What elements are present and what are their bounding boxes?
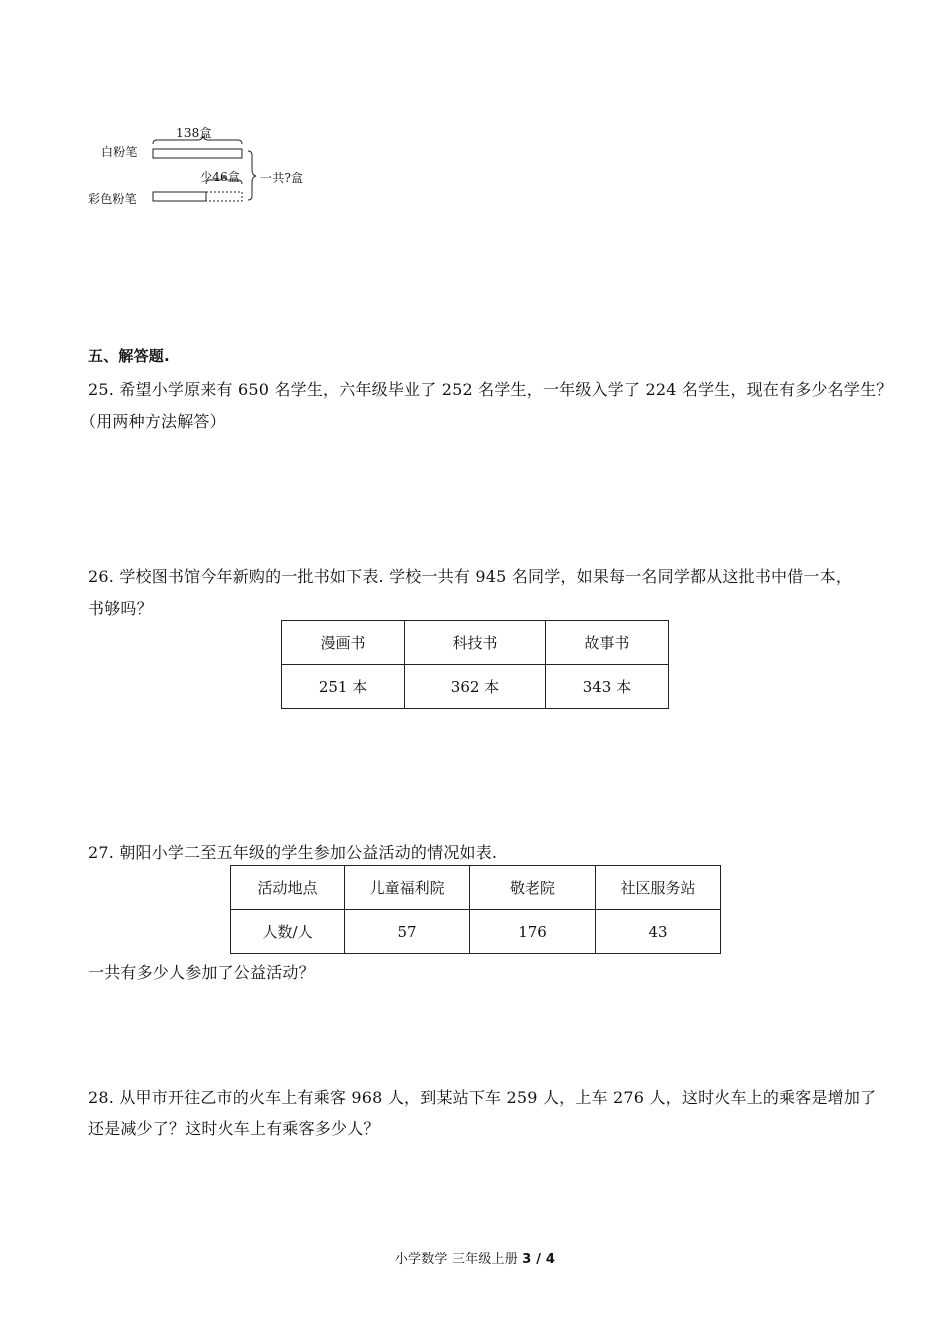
- q28-line2: 还是减少了？这时火车上有乘客多少人？: [88, 1119, 380, 1138]
- color-chalk-label: 彩色粉笔: [88, 192, 137, 206]
- table-cell: 敬老院: [470, 866, 596, 910]
- table-cell: 故事书: [545, 621, 668, 665]
- table-cell: 251 本: [282, 665, 405, 709]
- table-cell: 科技书: [405, 621, 546, 665]
- table-cell: 362 本: [405, 665, 546, 709]
- section-title: 五、解答题.: [88, 347, 170, 365]
- table-row: [282, 621, 669, 665]
- table-cell: 儿童福利院: [345, 866, 470, 910]
- total-label: 一共?盒: [260, 171, 304, 185]
- table-row: [231, 910, 721, 954]
- white-chalk-bar: [153, 149, 242, 158]
- white-chalk-label: 白粉笔: [101, 145, 138, 159]
- table-cell: 社区服务站: [596, 866, 721, 910]
- table-cell: 43: [596, 910, 721, 954]
- table-cell: 343 本: [545, 665, 668, 709]
- table-cell: 176: [470, 910, 596, 954]
- q26-line1: 26. 学校图书馆今年新购的一批书如下表. 学校一共有 945 名同学，如果每一名同学都从这批书中借一本，: [88, 567, 853, 586]
- table-row: [282, 665, 669, 709]
- color-chalk-bar: [153, 192, 206, 201]
- q25-line1: 25. 希望小学原来有 650 名学生，六年级毕业了 252 名学生，一年级入学了 224 名学生，现在有多少名学生？: [88, 380, 893, 399]
- footer-text: 小学数学 三年级上册: [394, 1252, 523, 1267]
- total-brace: [248, 151, 256, 200]
- table-cell: 活动地点: [231, 866, 345, 910]
- top-value-label: 138盒: [176, 126, 212, 140]
- table-cell: 57: [345, 910, 470, 954]
- q28-line1: 28. 从甲市开往乙市的火车上有乘客 968 人，到某站下车 259 人，上车 276 人，这时火车上的乘客是增加了: [88, 1088, 877, 1107]
- color-chalk-dashed: [206, 192, 242, 201]
- page-number: 3 / 4: [522, 1252, 556, 1267]
- table-cell: 漫画书: [282, 621, 405, 665]
- books-table: [281, 620, 669, 709]
- table-row: [231, 866, 721, 910]
- table-cell: 人数/人: [231, 910, 345, 954]
- page-footer: [0, 1248, 950, 1267]
- less-value-label: 少46盒: [200, 170, 241, 184]
- activity-table: [230, 865, 721, 954]
- q25-line2: （用两种方法解答）: [80, 412, 226, 431]
- q27-line1: 27. 朝阳小学二至五年级的学生参加公益活动的情况如表.: [88, 843, 498, 862]
- q26-line2: 书够吗？: [88, 599, 153, 618]
- q27-question: 一共有多少人参加了公益活动？: [88, 963, 315, 982]
